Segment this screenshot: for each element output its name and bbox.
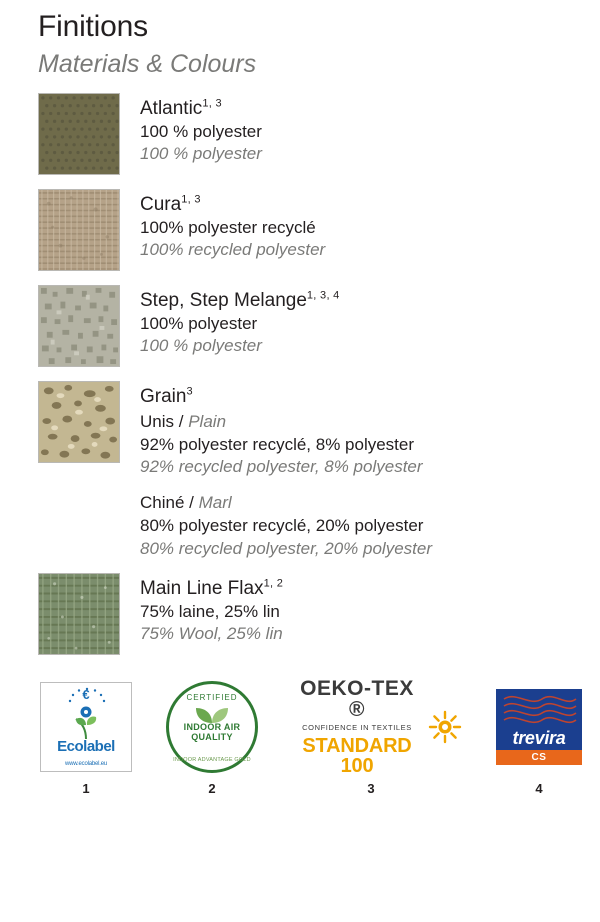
fabric-texture-icon	[39, 574, 119, 654]
variant-spacer	[140, 477, 576, 489]
oeko-tex-icon	[292, 678, 462, 776]
composition-en: 80% recycled polyester, 20% polyester	[140, 538, 432, 558]
material-name	[140, 289, 576, 312]
logo-indoor-air-comfort	[166, 681, 258, 796]
composition-en: 100 % polyester	[140, 143, 262, 163]
logo-oeko-tex	[292, 676, 462, 796]
material-name-text: Cura	[140, 193, 182, 215]
leaf-icon	[192, 704, 232, 724]
ecolabel-flower-icon	[65, 703, 107, 743]
material-info	[140, 93, 576, 165]
material-name	[140, 385, 576, 408]
composition-en: 100% recycled polyester	[140, 239, 326, 259]
fabric-texture-icon	[39, 94, 119, 174]
logo-box	[292, 676, 462, 777]
material-info	[140, 285, 576, 357]
composition-fr: 100% polyester	[140, 313, 258, 333]
logo-number: 2	[208, 780, 216, 796]
trevira-cs-bar: CS	[496, 750, 582, 765]
swatch-cura	[38, 189, 120, 271]
list-item	[38, 93, 576, 175]
swatch-main-line-flax	[38, 573, 120, 655]
logo-number: 3	[367, 780, 375, 796]
fabric-texture-icon	[39, 382, 119, 462]
oeko-tagline: CONFIDENCE IN TEXTILES	[302, 722, 412, 732]
variant-separator: /	[189, 493, 194, 513]
euro-symbol: €	[82, 686, 90, 702]
variant-separator: /	[178, 411, 184, 431]
logo-number: 4	[535, 780, 543, 796]
material-name	[140, 97, 576, 120]
material-footnotes: 1, 3, 4	[306, 289, 340, 302]
material-name	[140, 577, 576, 600]
materials-list	[38, 93, 576, 655]
composition-fr: 75% laine, 25% lin	[140, 602, 280, 622]
variant-label	[140, 492, 576, 514]
composition-fr: 92% polyester recyclé, 8% polyester	[140, 434, 415, 454]
material-name	[140, 193, 576, 216]
logo-box	[496, 681, 582, 773]
composition-fr: 100 % polyester	[140, 121, 262, 141]
variant-label-fr: Unis	[140, 411, 175, 431]
material-name-text: Main Line Flax	[140, 577, 264, 599]
ecolabel-wordmark: Ecolabel	[57, 737, 115, 755]
swatch-grain	[38, 381, 120, 463]
material-name-text: Atlantic	[140, 97, 203, 119]
material-footnotes: 1, 3	[202, 97, 222, 110]
page-title: Finitions	[38, 10, 148, 43]
list-item	[38, 189, 576, 271]
fabric-texture-icon	[39, 286, 119, 366]
swatch-atlantic	[38, 93, 120, 175]
material-footnotes: 1, 2	[263, 577, 284, 590]
material-name-text: Grain	[140, 385, 187, 407]
page-subtitle: Materials & Colours	[38, 50, 257, 78]
list-item	[38, 381, 576, 559]
material-info	[140, 189, 576, 261]
composition-en: 100 % polyester	[140, 335, 262, 355]
composition-en: 92% recycled polyester, 8% polyester	[140, 457, 423, 477]
material-footnotes: 3	[186, 385, 193, 398]
material-info	[140, 381, 576, 559]
eu-ecolabel-icon	[40, 682, 132, 772]
logo-number: 1	[82, 780, 90, 796]
composition-fr: 80% polyester recyclé, 20% polyester	[140, 516, 424, 536]
indoor-air-quality-icon	[166, 681, 258, 773]
variant-plain	[140, 411, 576, 478]
indoor-bottom-text: INDOOR ADVANTAGE GOLD	[173, 756, 251, 763]
composition-fr: 100% polyester recyclé	[140, 217, 316, 237]
trevira-cs-icon	[496, 689, 582, 765]
oeko-title: OEKO-TEX ®	[300, 676, 414, 721]
logo-box	[166, 681, 258, 773]
oeko-standard: STANDARD 100	[302, 734, 412, 777]
material-info	[140, 573, 576, 645]
material-footnotes: 1, 3	[181, 193, 201, 206]
material-name-text: Step, Step Melange	[140, 289, 307, 311]
composition-en: 75% Wool, 25% lin	[140, 624, 283, 644]
logo-eu-ecolabel	[40, 681, 132, 796]
variant-label	[140, 411, 576, 433]
indoor-top-text: CERTIFIED	[186, 692, 238, 702]
variant-marl	[140, 492, 576, 559]
oeko-sunburst-icon	[428, 710, 462, 744]
oeko-text-block	[292, 678, 422, 776]
trevira-wordmark: trevira	[512, 727, 566, 748]
fabric-texture-icon	[39, 190, 119, 270]
ecolabel-url: www.ecolabel.eu	[64, 760, 108, 767]
indoor-middle-text: INDOOR AIR QUALITY	[183, 721, 241, 742]
logo-box	[40, 681, 132, 773]
variant-label-fr: Chiné	[140, 493, 185, 513]
list-item	[38, 285, 576, 367]
variant-label-en: Marl	[198, 493, 232, 513]
logo-trevira-cs	[496, 681, 582, 796]
certification-logos	[38, 676, 576, 796]
swatch-step	[38, 285, 120, 367]
list-item	[38, 573, 576, 655]
variant-label-en: Plain	[188, 411, 227, 431]
